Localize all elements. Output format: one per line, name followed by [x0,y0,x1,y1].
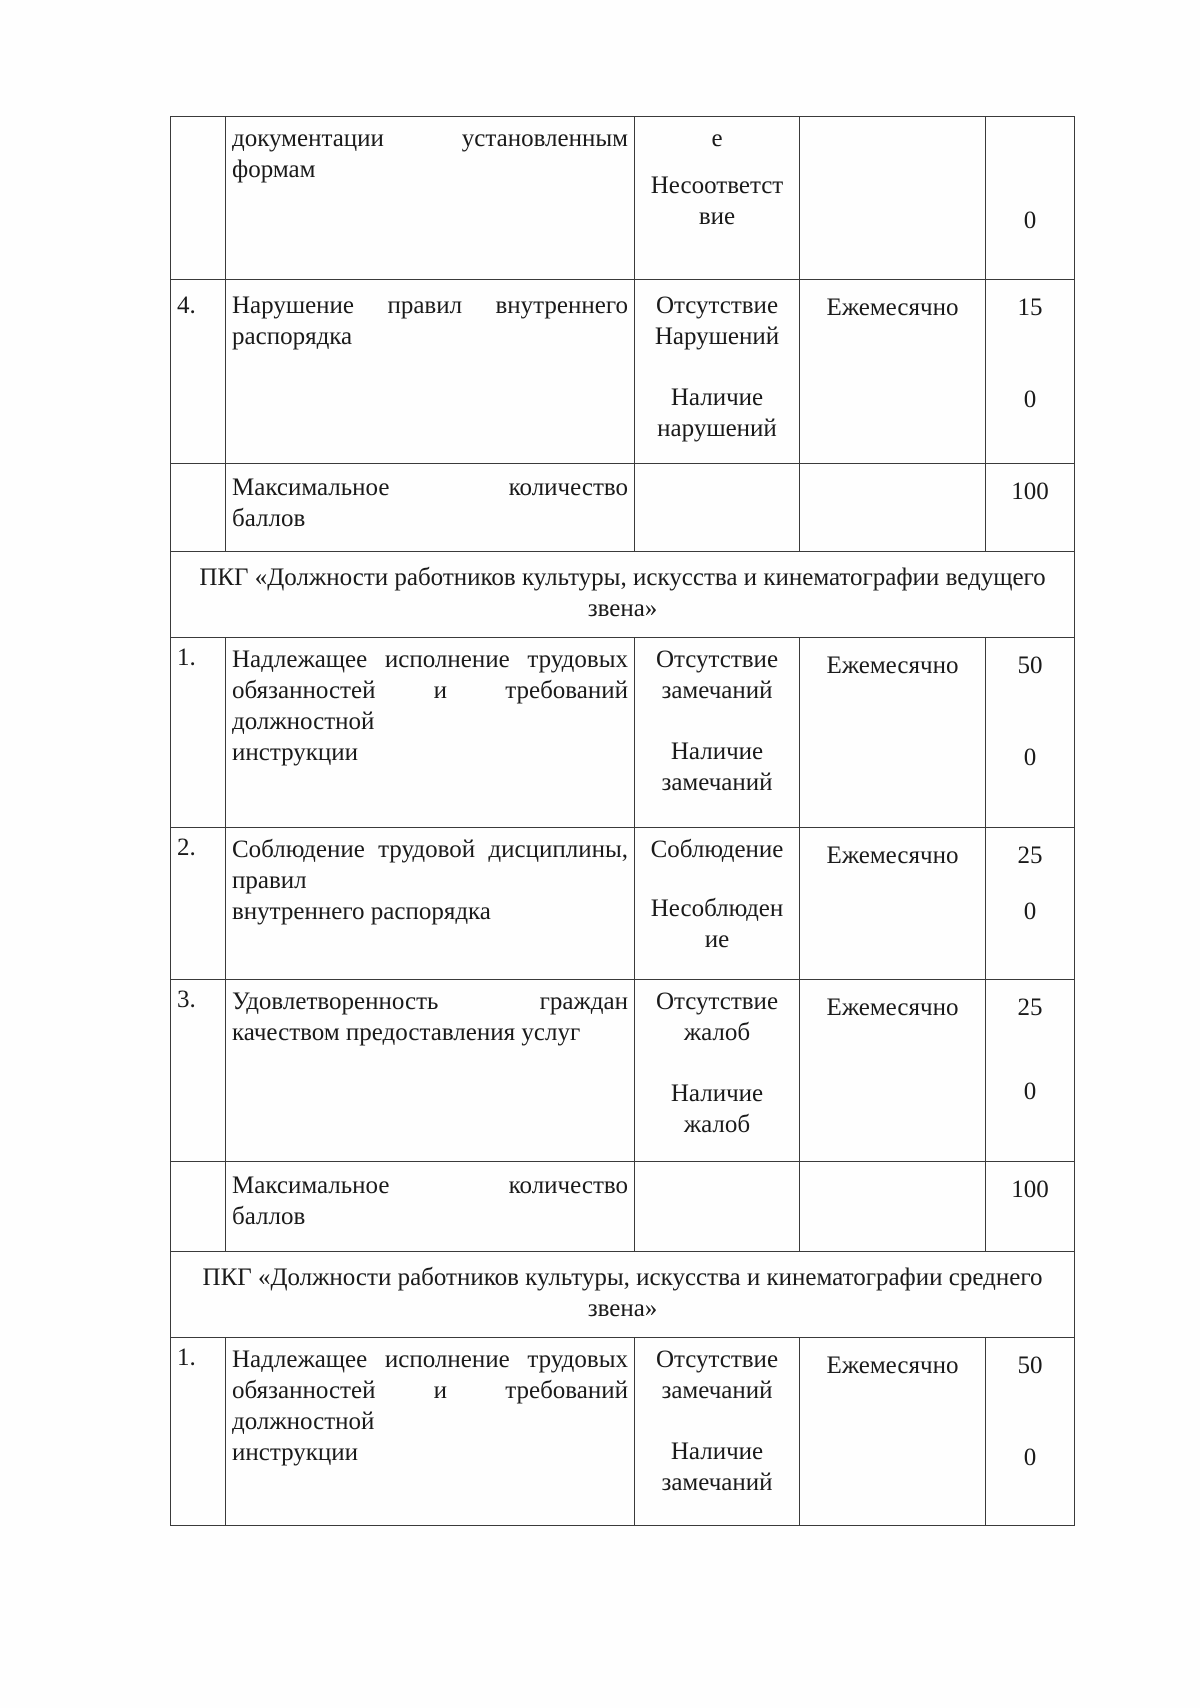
points-negative: 0 [1023,386,1037,413]
indicator-cell [635,464,800,552]
table-row [171,1338,1075,1526]
points-positive: 50 [1017,1352,1043,1379]
group-heading: ПКГ «Должности работников культуры, искусства и кинематографии среднего звена» [171,1252,1075,1338]
indicator-positive: е [711,125,723,152]
period-cell: Ежемесячно [800,1338,986,1526]
period-cell [800,117,986,280]
indicator-cell [635,280,800,464]
table-row [171,828,1075,980]
row-number [171,464,226,552]
criterion-text-end: внутреннего распорядка [232,898,491,925]
criterion-cell [226,1162,635,1252]
indicator-positive: Отсутствие замечаний [655,646,779,704]
indicator-positive: Отсутствие Нарушений [654,292,780,350]
indicator-negative: Несоблюден ие [650,895,784,953]
indicator-negative: Наличие замечаний [661,738,773,796]
period-cell: Ежемесячно [800,980,986,1162]
indicator-negative: Наличие замечаний [661,1438,773,1496]
criterion-cell [226,828,635,980]
row-number: 1. [171,1338,226,1526]
points-cell [986,980,1075,1162]
points-positive: 25 [1017,994,1043,1021]
row-number [171,117,226,280]
criterion-text: Соблюдение трудовой дисциплины, правил [232,836,628,894]
indicator-negative: Наличие жалоб [670,1080,764,1138]
indicator-cell [635,117,800,280]
indicator-cell [635,980,800,1162]
points-positive: 25 [1017,842,1043,869]
points-positive: 50 [1017,652,1043,679]
criterion-text: документации установленным [232,125,628,152]
criterion-text: Нарушение правил внутреннего [232,292,628,319]
indicator-positive: Отсутствие замечаний [655,1346,779,1404]
criterion-text-end: баллов [232,1203,306,1230]
criterion-cell [226,464,635,552]
criterion-text: Удовлетворенность граждан [232,988,628,1015]
indicator-positive: Соблюдение [650,836,784,863]
period-cell: Ежемесячно [800,638,986,828]
row-number: 1. [171,638,226,828]
points-cell [986,280,1075,464]
criteria-table [170,116,1075,1526]
criterion-cell [226,638,635,828]
row-number: 4. [171,280,226,464]
criterion-text: Максимальное количество [232,1172,628,1199]
table-row [171,464,1075,552]
table-row [171,980,1075,1162]
criterion-text-end: формам [232,156,316,183]
criterion-text-end: инструкции [232,1439,359,1466]
indicator-positive: Отсутствие жалоб [655,988,779,1046]
points-negative: 0 [1023,744,1037,771]
row-number: 3. [171,980,226,1162]
table-row [171,280,1075,464]
table-row [171,638,1075,828]
indicator-cell [635,1338,800,1526]
table-row [171,1162,1075,1252]
period-cell [800,464,986,552]
criterion-cell [226,117,635,280]
points-negative: 0 [1023,1444,1037,1471]
criterion-text-end: распорядка [232,323,353,350]
criterion-text-end: баллов [232,505,306,532]
indicator-negative: Наличие нарушений [657,384,777,442]
indicator-negative: Несоответст вие [650,172,784,230]
criterion-text-end: качеством предоставления услуг [232,1019,581,1046]
points-cell [986,1338,1075,1526]
criterion-text: Максимальное количество [232,474,628,501]
criterion-cell [226,1338,635,1526]
criterion-text-end: инструкции [232,739,359,766]
table-row [171,1252,1075,1338]
indicator-cell [635,638,800,828]
points-cell [986,117,1075,280]
row-number: 2. [171,828,226,980]
points-negative: 0 [1023,1078,1037,1105]
criterion-text: Надлежащее исполнение трудовых обязанностей и требований должностной [232,646,628,735]
indicator-cell [635,828,800,980]
points-positive: 15 [1017,294,1043,321]
points-total: 100 [1011,478,1049,505]
criterion-cell [226,980,635,1162]
points-negative: 0 [1023,207,1037,234]
group-heading: ПКГ «Должности работников культуры, искусства и кинематографии ведущего звена» [171,552,1075,638]
points-cell [986,828,1075,980]
indicator-cell [635,1162,800,1252]
criterion-text: Надлежащее исполнение трудовых обязанностей и требований должностной [232,1346,628,1435]
period-cell: Ежемесячно [800,280,986,464]
period-cell: Ежемесячно [800,828,986,980]
points-cell [986,464,1075,552]
points-cell [986,1162,1075,1252]
table-row [171,552,1075,638]
period-cell [800,1162,986,1252]
table-row [171,117,1075,280]
points-cell [986,638,1075,828]
criterion-cell [226,280,635,464]
points-positive [986,129,1074,205]
row-number [171,1162,226,1252]
points-total: 100 [1011,1176,1049,1203]
points-negative: 0 [1023,898,1037,925]
